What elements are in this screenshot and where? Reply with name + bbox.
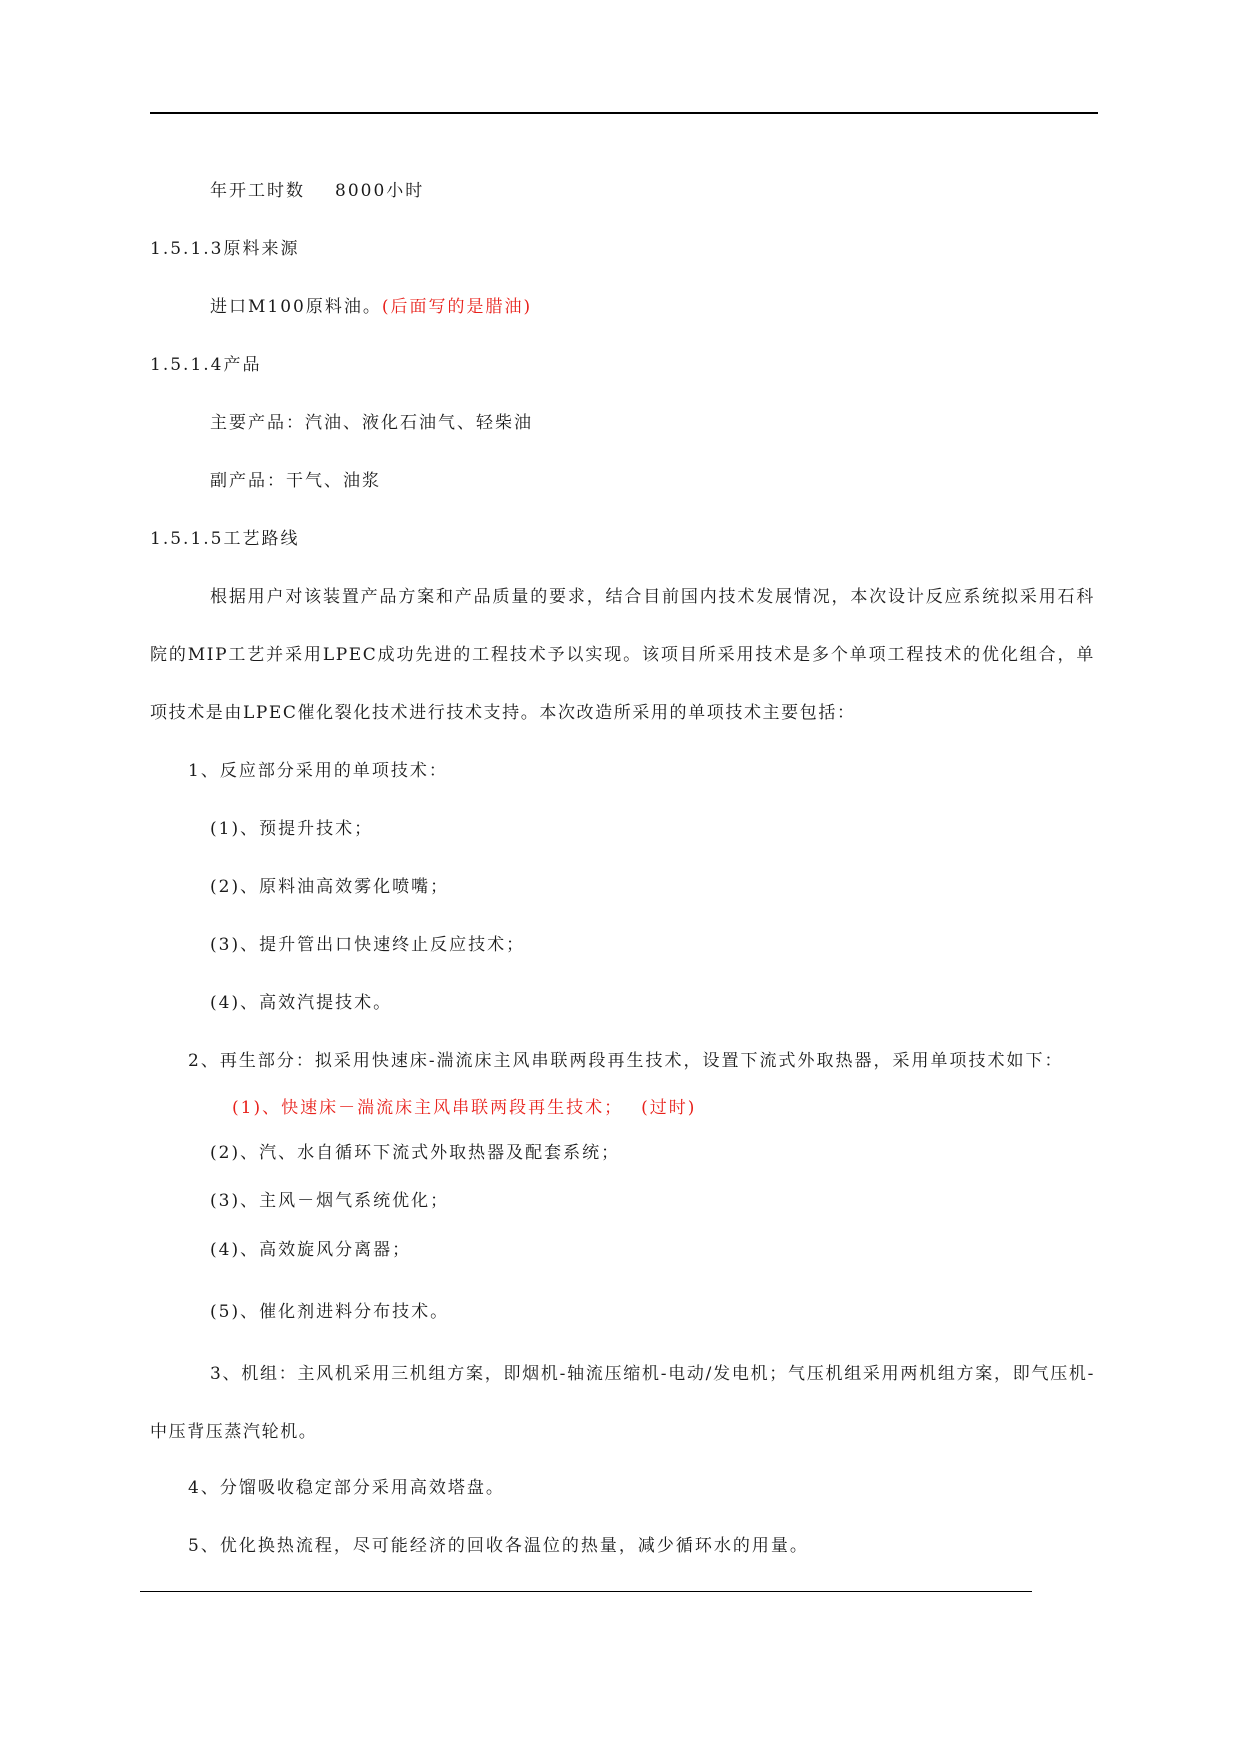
by-products: 副产品：干气、油浆 bbox=[210, 471, 381, 491]
footer-rule bbox=[140, 1591, 1032, 1592]
item1-sub: (3)、提升管出口快速终止反应技术； bbox=[210, 935, 526, 955]
section-heading-1513: 1.5.1.3原料来源 bbox=[150, 239, 300, 259]
work-hours-label: 年开工时数 bbox=[210, 181, 305, 201]
raw-material-line bbox=[210, 296, 532, 318]
item2-sub-outdated bbox=[232, 1097, 696, 1119]
item2-sub1-note: (过时) bbox=[641, 1098, 697, 1118]
item2-sub: (2)、汽、水自循环下流式外取热器及配套系统； bbox=[210, 1143, 621, 1163]
item2-title: 2、再生部分：拟采用快速床-湍流床主风串联两段再生技术，设置下流式外取热器，采用单项技术如下： bbox=[188, 1051, 1064, 1071]
item4: 4、分馏吸收稳定部分采用高效塔盘。 bbox=[188, 1478, 505, 1498]
header-rule bbox=[150, 112, 1098, 114]
item2-sub1-text: (1)、快速床－湍流床主风串联两段再生技术； bbox=[232, 1098, 624, 1118]
item3-paragraph: 3、机组：主风机采用三机组方案，即烟机-轴流压缩机-电动/发电机；气压机组采用两机组方案，即气压机-中压背压蒸汽轮机。 bbox=[150, 1364, 1095, 1442]
item1-title: 1、反应部分采用的单项技术： bbox=[188, 761, 448, 781]
raw-material-text: 进口M100原料油。 bbox=[210, 297, 382, 317]
section-heading-1515: 1.5.1.5工艺路线 bbox=[150, 529, 300, 549]
item1-sub: (1)、预提升技术； bbox=[210, 819, 374, 839]
item5: 5、优化换热流程，尽可能经济的回收各温位的热量，减少循环水的用量。 bbox=[188, 1536, 809, 1556]
work-hours-value: 8000小时 bbox=[335, 181, 425, 201]
item1-sub: (4)、高效汽提技术。 bbox=[210, 993, 393, 1013]
work-hours-line bbox=[210, 180, 424, 202]
item1-sub: (2)、原料油高效雾化喷嘴； bbox=[210, 877, 450, 897]
raw-material-note: (后面写的是腊油) bbox=[381, 297, 533, 317]
section-heading-1514: 1.5.1.4产品 bbox=[150, 355, 262, 375]
item2-sub: (5)、催化剂进料分布技术。 bbox=[210, 1302, 450, 1322]
process-intro-paragraph: 根据用户对该装置产品方案和产品质量的要求，结合目前国内技术发展情况，本次设计反应系统拟采用石科院的MIP工艺并采用LPEC成功先进的工程技术予以实现。该项目所采用技术是多个单项工程技术的优化组合，单项技术是由LPEC催化裂化技术进行技术支持。本次改造所采用的单项技术主要包括： bbox=[150, 587, 1095, 723]
item2-sub: (3)、主风－烟气系统优化； bbox=[210, 1191, 450, 1211]
item2-sub: (4)、高效旋风分离器； bbox=[210, 1240, 412, 1260]
main-products: 主要产品：汽油、液化石油气、轻柴油 bbox=[210, 413, 533, 433]
